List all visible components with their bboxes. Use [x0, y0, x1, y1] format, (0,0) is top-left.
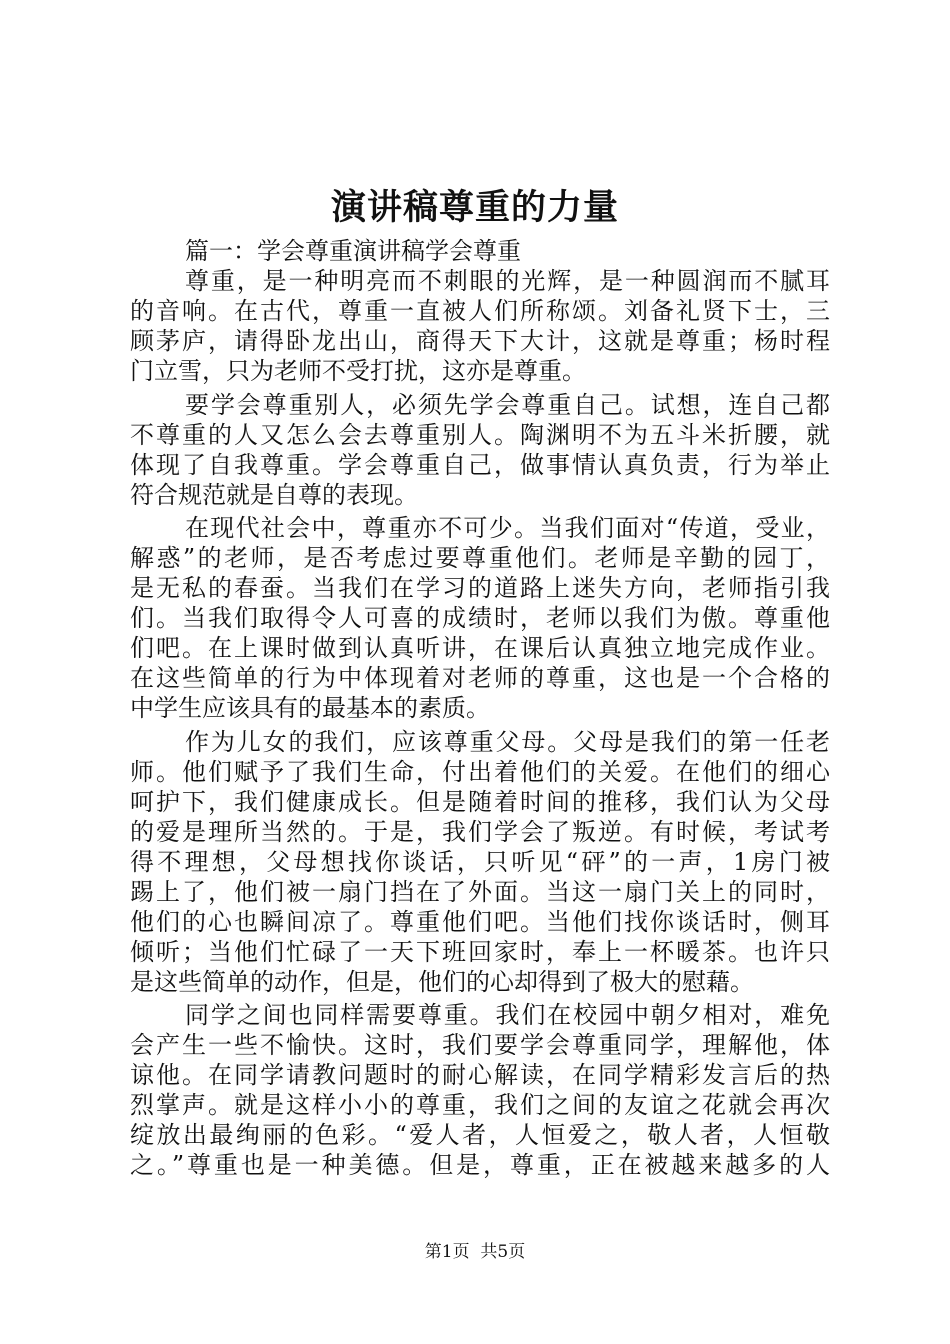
- paragraph-3-line-6: 在这些简单的行为中体现着对老师的尊重，这也是一个合格的: [130, 664, 830, 692]
- paragraph-2-line-4: 符合规范就是自尊的表现。: [130, 481, 418, 509]
- page-number-footer: 第1页 共5页: [424, 1242, 526, 1262]
- paragraph-5-line-5: 绽放出最绚丽的色彩。“爱人者，人恒爱之，敬人者，人恒敬: [130, 1121, 830, 1149]
- paragraph-4-line-3: 呵护下，我们健康成长。但是随着时间的推移，我们认为父母: [130, 788, 830, 816]
- paragraph-5-line-1: 同学之间也同样需要尊重。我们在校园中朝夕相对，难免: [185, 1001, 830, 1029]
- paragraph-2-line-3: 体现了自我尊重。学会尊重自己，做事情认真负责，行为举止: [130, 451, 830, 479]
- paragraph-3-line-4: 们。当我们取得令人可喜的成绩时，老师以我们为傲。尊重他: [130, 604, 830, 632]
- paragraph-1-line-1: 尊重，是一种明亮而不刺眼的光辉，是一种圆润而不腻耳: [185, 267, 830, 295]
- paragraph-1-line-3: 顾茅庐，请得卧龙出山，商得天下大计，这就是尊重；杨时程: [130, 327, 830, 355]
- paragraph-3-line-5: 们吧。在上课时做到认真听讲，在课后认真独立地完成作业。: [130, 634, 830, 662]
- paragraph-4-line-8: 倾听；当他们忙碌了一天下班回家时，奉上一杯暖茶。也许只: [130, 938, 830, 966]
- paragraph-2-line-2: 不尊重的人又怎么会去尊重别人。陶渊明不为五斗米折腰，就: [130, 421, 830, 449]
- paragraph-4-line-4: 的爱是理所当然的。于是，我们学会了叛逆。有时候，考试考: [130, 818, 830, 846]
- paragraph-1-line-2: 的音响。在古代，尊重一直被人们所称颂。刘备礼贤下士，三: [130, 297, 830, 325]
- document-title: 演讲稿尊重的力量: [330, 187, 619, 228]
- paragraph-5-line-4: 烈掌声。就是这样小小的尊重，我们之间的友谊之花就会再次: [130, 1091, 830, 1119]
- paragraph-4-line-9: 是这些简单的动作，但是，他们的心却得到了极大的慰藉。: [130, 968, 754, 996]
- paragraph-5-line-3: 谅他。在同学请教问题时的耐心解读，在同学精彩发言后的热: [130, 1061, 830, 1089]
- paragraph-2-line-1: 要学会尊重别人，必须先学会尊重自己。试想，连自己都: [185, 391, 830, 419]
- paragraph-3-line-3: 是无私的春蚕。当我们在学习的道路上迷失方向，老师指引我: [130, 574, 830, 602]
- paragraph-3-line-7: 中学生应该具有的最基本的素质。: [130, 694, 490, 722]
- paragraph-3-line-1: 在现代社会中，尊重亦不可少。当我们面对“传道，受业，: [185, 514, 830, 542]
- paragraph-5-line-2: 会产生一些不愉快。这时，我们要学会尊重同学，理解他，体: [130, 1031, 830, 1059]
- paragraph-1-line-4: 门立雪，只为老师不受打扰，这亦是尊重。: [130, 357, 586, 385]
- paragraph-5-line-6: 之。”尊重也是一种美德。但是，尊重，正在被越来越多的人: [130, 1151, 830, 1179]
- paragraph-4-line-1: 作为儿女的我们，应该尊重父母。父母是我们的第一任老: [185, 728, 830, 756]
- paragraph-4-line-2: 师。他们赋予了我们生命，付出着他们的关爱。在他们的细心: [130, 758, 830, 786]
- paragraph-4-line-7: 他们的心也瞬间凉了。尊重他们吧。当他们找你谈话时，侧耳: [130, 908, 830, 936]
- paragraph-4-line-5: 得不理想，父母想找你谈话，只听见“砰”的一声，1房门被: [130, 848, 830, 876]
- paragraph-3-line-2: 解惑”的老师，是否考虑过要尊重他们。老师是辛勤的园丁，: [130, 544, 830, 572]
- section-subheading: 篇一：学会尊重演讲稿学会尊重: [185, 237, 521, 265]
- paragraph-4-line-6: 踢上了，他们被一扇门挡在了外面。当这一扇门关上的同时，: [130, 878, 830, 906]
